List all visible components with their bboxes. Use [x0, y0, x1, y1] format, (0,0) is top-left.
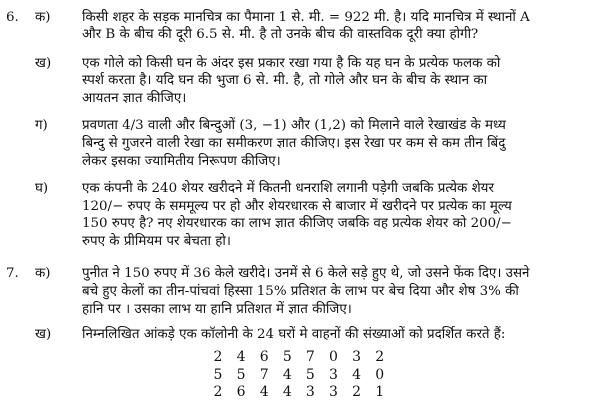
question-number-6: 6. [6, 10, 19, 25]
part-label-6d: घ) [35, 181, 49, 196]
text-line: प्रवणता 4/3 वाली और बिन्दुओं (3, −1) और (1,2) को मिलाने वाले रेखाखंड के मध्य [82, 118, 506, 133]
table-cell: 4 [352, 366, 362, 383]
text-line: 120/− रुपए के सममूल्य पर हो और शेयरधारक से बाजार में खरीदने पर प्रत्येक का मूल्य [82, 199, 512, 214]
text-line: बचे हुए केलों का तीन-पांचवां हिस्सा 15% प्रतिशत के लाभ पर बेच दिया और शेष 3% की [82, 284, 519, 299]
part-label-6a: क) [35, 10, 51, 25]
table-cell: 0 [329, 349, 338, 365]
table-cell: 6 [236, 384, 246, 400]
table-cell: 7 [305, 349, 315, 365]
table-cell: 4 [282, 366, 292, 383]
text-line: बिन्दु से गुजरने वाली रेखा का समीकरण ज्ञात कीजिए। इस रेखा पर कम से कम तीन बिंदु [82, 136, 506, 151]
text-line: एक कंपनी के 240 शेयर खरीदने में कितनी धनराशि लगानी पड़ेगी जबकि प्रत्येक शेयर [82, 181, 494, 196]
table-cell: 5 [305, 366, 315, 383]
table-cell: 4 [282, 384, 292, 400]
text-line: किसी शहर के सड़क मानचित्र का पैमाना 1 से. मी. = 922 मी. है। यदि मानचित्र में स्थानों A [82, 10, 530, 25]
table-cell: 4 [259, 384, 269, 400]
text-line: आयतन ज्ञात कीजिए। [82, 91, 187, 106]
table-cell: 1 [375, 384, 385, 400]
table-cell: 2 [213, 349, 223, 365]
text-line: 150 रुपए है? नए शेयरधारक का लाभ ज्ञात कीजिए जबकि वह प्रत्येक शेयर को 200/− [82, 216, 512, 231]
text-line: हानि पर । उसका लाभ या हानि प्रतिशत में ज्ञात कीजिए। [82, 302, 352, 317]
question-number-7: 7. [6, 266, 19, 281]
table-cell: 2 [213, 384, 223, 400]
text-line: पुनीत ने 150 रुपए में 36 केले खरीदे। उनमें से 6 केले सड़े हुए थे, जो उसने फेंक दिए। उसने [82, 266, 530, 281]
table-cell: 5 [282, 349, 292, 365]
table-cell: 3 [329, 384, 338, 400]
table-cell: 5 [213, 366, 223, 383]
text-line: लेकर इसका ज्यामितीय निरूपण कीजिए। [82, 154, 281, 169]
text-line: और B के बीच की दूरी 6.5 से. मी. है तो उनके बीच की वास्तविक दूरी क्या होगी? [82, 27, 479, 42]
table-cell: 0 [375, 366, 385, 383]
text-line: रुपए के प्रीमियम पर बेचता हो। [82, 234, 231, 249]
part-label-6b: ख) [35, 56, 52, 71]
table-cell: 3 [305, 384, 315, 400]
table-cell: 3 [352, 349, 362, 365]
part-label-6c: ग) [35, 118, 48, 133]
part-label-7b: ख) [35, 327, 52, 342]
table-cell: 5 [236, 366, 246, 383]
table-cell: 6 [259, 349, 269, 365]
table-cell: 2 [375, 349, 385, 365]
text-line: स्पर्श करता है। यदि घन की भुजा 6 से. मी. है, तो गोले और घन के बीच के स्थान का [82, 73, 488, 88]
text-line: एक गोले को किसी घन के अंदर इस प्रकार रखा गया है कि यह घन के प्रत्येक फलक को [82, 56, 501, 71]
part-label-7a: क) [35, 266, 51, 281]
table-cell: 7 [259, 366, 269, 383]
table-cell: 3 [329, 366, 338, 383]
table-cell: 4 [236, 349, 246, 365]
text-line: निम्नलिखित आंकड़े एक कॉलोनी के 24 घरों मे वाहनों की संख्याओं को प्रदर्शित करते हैं: [82, 327, 506, 342]
table-cell: 2 [352, 384, 362, 400]
